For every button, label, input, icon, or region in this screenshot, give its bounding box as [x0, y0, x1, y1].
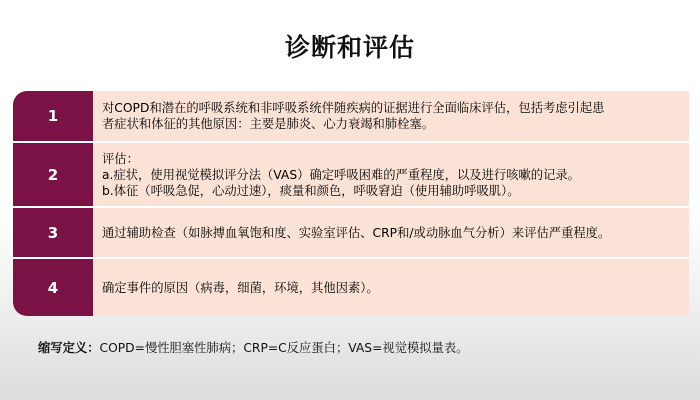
table-row-4 [13, 259, 689, 316]
table-row-3 [13, 208, 689, 257]
row-text-line: 通过辅助检查（如脉搏血氧饱和度、实验室评估、CRP和/或动脉血气分析）来评估严重程度。 [102, 225, 611, 240]
row-content [93, 259, 689, 316]
row-text-line: 者症状和体征的其他原因：主要是肺炎、心力衰竭和肺栓塞。 [102, 117, 435, 131]
row-number: 1 [13, 91, 93, 141]
row-text-line: 评估： [102, 151, 139, 166]
slide-title: 诊断和评估 [284, 33, 415, 62]
row-number: 4 [13, 259, 93, 316]
row-text-line: 确定事件的原因（病毒，细菌，环境，其他因素）。 [102, 280, 379, 295]
row-number: 2 [13, 143, 93, 206]
footnote-label: 缩写定义： [38, 341, 100, 355]
row-content [93, 208, 689, 257]
table-row-1 [13, 91, 689, 141]
row-number: 3 [13, 208, 93, 257]
row-content [93, 91, 689, 141]
row-text-line: 对COPD和潜在的呼吸系统和非呼吸系统伴随疾病的证据进行全面临床评估，包括考虑引起患 [102, 101, 605, 115]
row-content [93, 143, 689, 206]
abbreviation-footnote [38, 338, 468, 356]
row-text-line: b.体征（呼吸急促，心动过速），痰量和颜色，呼吸窘迫（使用辅助呼吸肌）。 [102, 183, 520, 198]
row-text-line: a.症状，使用视觉模拟评分法（VAS）确定呼吸困难的严重程度，以及进行咳嗽的记录。 [102, 167, 580, 182]
footnote-text: COPD=慢性胆塞性肺病；CRP=C反应蛋白；VAS=视觉模拟量表。 [99, 341, 469, 355]
table-row-2 [13, 143, 689, 206]
